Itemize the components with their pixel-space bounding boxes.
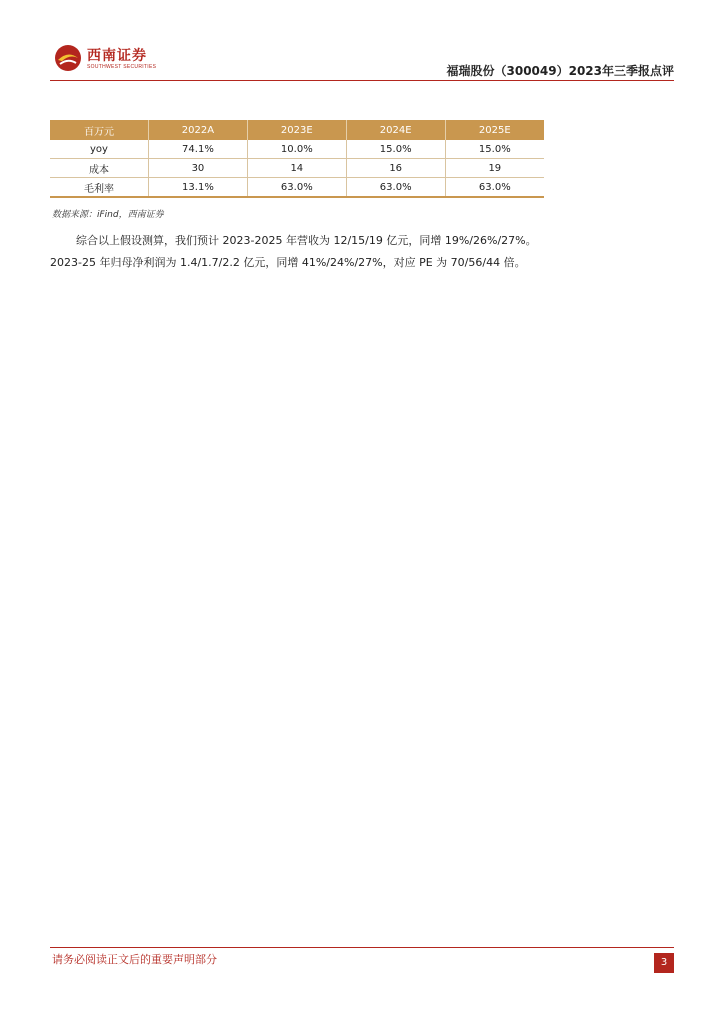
table-cell: 15.0% bbox=[346, 140, 445, 159]
table-row bbox=[50, 140, 544, 159]
data-source-note: 数据来源：iFind，西南证券 bbox=[52, 210, 164, 220]
table-cell: 74.1% bbox=[149, 140, 248, 159]
logo-english-name: SOUTHWEST SECURITIES bbox=[87, 64, 157, 70]
table-cell: 10.0% bbox=[247, 140, 346, 159]
table-cell: 30 bbox=[149, 159, 248, 178]
paragraph-line-1: 综合以上假设测算，我们预计 2023-2025 年营收为 12/15/19 亿元，同增 19%/26%/27%。 bbox=[76, 234, 537, 247]
column-header-unit: 百万元 bbox=[50, 120, 149, 140]
table-cell: 63.0% bbox=[445, 178, 544, 198]
table-cell: 63.0% bbox=[346, 178, 445, 198]
table-header-row bbox=[50, 120, 544, 140]
page-number: 3 bbox=[654, 953, 674, 973]
table-cell: 14 bbox=[247, 159, 346, 178]
report-title: 福瑞股份（300049）2023年三季报点评 bbox=[446, 64, 674, 78]
table-row bbox=[50, 159, 544, 178]
row-label: 成本 bbox=[50, 159, 149, 178]
disclaimer-notice: 请务必阅读正文后的重要声明部分 bbox=[52, 953, 217, 966]
footer-divider bbox=[50, 947, 674, 948]
row-label: 毛利率 bbox=[50, 178, 149, 198]
table-cell: 13.1% bbox=[149, 178, 248, 198]
forecast-table-container bbox=[50, 120, 544, 198]
header-divider bbox=[50, 80, 674, 81]
column-header-2022a: 2022A bbox=[149, 120, 248, 140]
forecast-paragraph bbox=[50, 230, 674, 274]
company-logo bbox=[54, 44, 164, 74]
forecast-table bbox=[50, 120, 544, 198]
table-cell: 16 bbox=[346, 159, 445, 178]
logo-mark-icon bbox=[54, 44, 82, 72]
paragraph-line-2: 2023-25 年归母净利润为 1.4/1.7/2.2 亿元，同增 41%/24%/27%，对应 PE 为 70/56/44 倍。 bbox=[50, 256, 526, 269]
column-header-2025e: 2025E bbox=[445, 120, 544, 140]
column-header-2023e: 2023E bbox=[247, 120, 346, 140]
logo-chinese-name: 西南证券 bbox=[87, 48, 147, 64]
table-cell: 63.0% bbox=[247, 178, 346, 198]
column-header-2024e: 2024E bbox=[346, 120, 445, 140]
table-cell: 19 bbox=[445, 159, 544, 178]
table-cell: 15.0% bbox=[445, 140, 544, 159]
table-row bbox=[50, 178, 544, 198]
row-label: yoy bbox=[50, 140, 149, 159]
